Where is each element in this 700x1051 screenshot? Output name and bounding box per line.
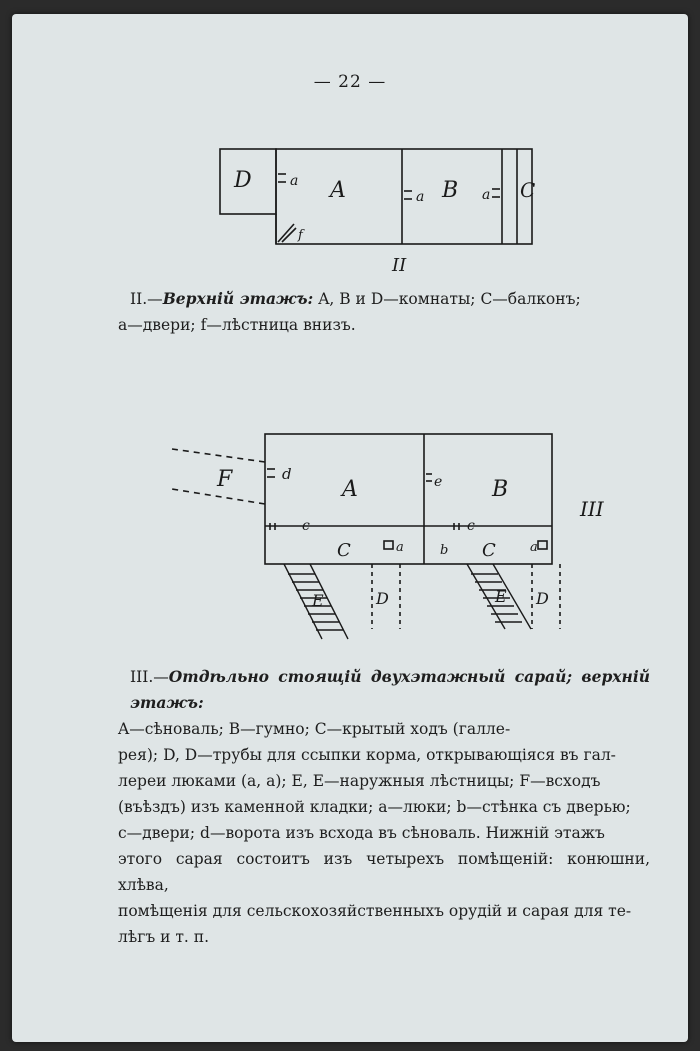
caption-2-title: Верхній этажъ: [162, 289, 314, 308]
floor-plan-figure-2 [212, 129, 552, 279]
label-a-room: A [330, 178, 346, 203]
label-c-gallery-1: C [337, 540, 351, 561]
figure-2-numeral: II [392, 255, 407, 276]
label-d-chute-2: D [536, 589, 549, 608]
caption-3-line: этого сарая состоитъ изъ четырехъ помѣщеній: конюшни, хлѣва, [118, 850, 650, 894]
caption-3-line: A—сѣноваль; B—гумно; C—крытый ходъ (галле- [118, 720, 511, 738]
label-b-threshing: B [492, 477, 509, 502]
figure-3-numeral: III [580, 497, 604, 521]
caption-3-prefix: III.— [130, 668, 169, 686]
caption-3-line: лереи люками (a, a); E, E—наружныя лѣстницы; F—всходъ [118, 772, 601, 790]
label-e-door: e [434, 474, 443, 490]
label-a-2: a [416, 189, 425, 205]
page-number: — 22 — [313, 72, 387, 92]
caption-2-prefix: II.— [130, 290, 163, 308]
caption-2-rest: A, B и D—комнаты; C—балконъ; [313, 290, 581, 308]
label-a-3: a [482, 187, 491, 203]
label-b-room: B [442, 178, 459, 203]
caption-figure-3 [130, 664, 650, 716]
label-e-stairs-2: E [495, 587, 507, 606]
label-d-gate: d [282, 465, 292, 483]
caption-figure-2-line-2 [118, 312, 638, 338]
caption-figure-2 [130, 286, 650, 312]
label-b-wall: b [440, 543, 449, 558]
label-f-ramp: F [217, 467, 233, 492]
book-page [12, 14, 688, 1042]
barn-outline [265, 434, 552, 564]
label-d-chute-1: D [376, 589, 389, 608]
label-e-stairs-1: E [312, 591, 324, 610]
caption-3-title: Отдѣльно стоящій двухэтажный сарай; верхній этажъ: [130, 667, 650, 712]
caption-3-line: помѣщенія для сельскохозяйственныхъ орудій и сарая для те- [118, 902, 632, 920]
label-a-1: a [290, 173, 299, 189]
barn-plan-figure-3 [162, 424, 622, 654]
label-c-gallery-2: C [482, 540, 496, 561]
label-c-door-1: c [302, 518, 310, 534]
label-d: D [234, 168, 252, 193]
label-f: f [298, 228, 303, 243]
label-c: C [520, 178, 536, 202]
caption-3-line: (въѣздъ) изъ каменной кладки; a—люки; b—стѣнка съ дверью; [118, 798, 631, 816]
caption-2-line-2: a—двери; f—лѣстница внизъ. [118, 316, 356, 334]
label-a-hatch-2: a [530, 540, 538, 555]
label-a-hatch-1: a [396, 540, 404, 555]
caption-figure-3-body [118, 716, 650, 950]
caption-3-line: c—двери; d—ворота изъ всхода въ сѣноваль. Нижній этажъ [118, 824, 605, 842]
caption-3-line: лѣгъ и т. п. [118, 928, 210, 946]
caption-3-line: рея); D, D—трубы для ссыпки корма, открывающіяся въ гал- [118, 746, 616, 764]
label-c-door-2: c [467, 518, 475, 534]
label-a-hayloft: A [342, 477, 358, 502]
